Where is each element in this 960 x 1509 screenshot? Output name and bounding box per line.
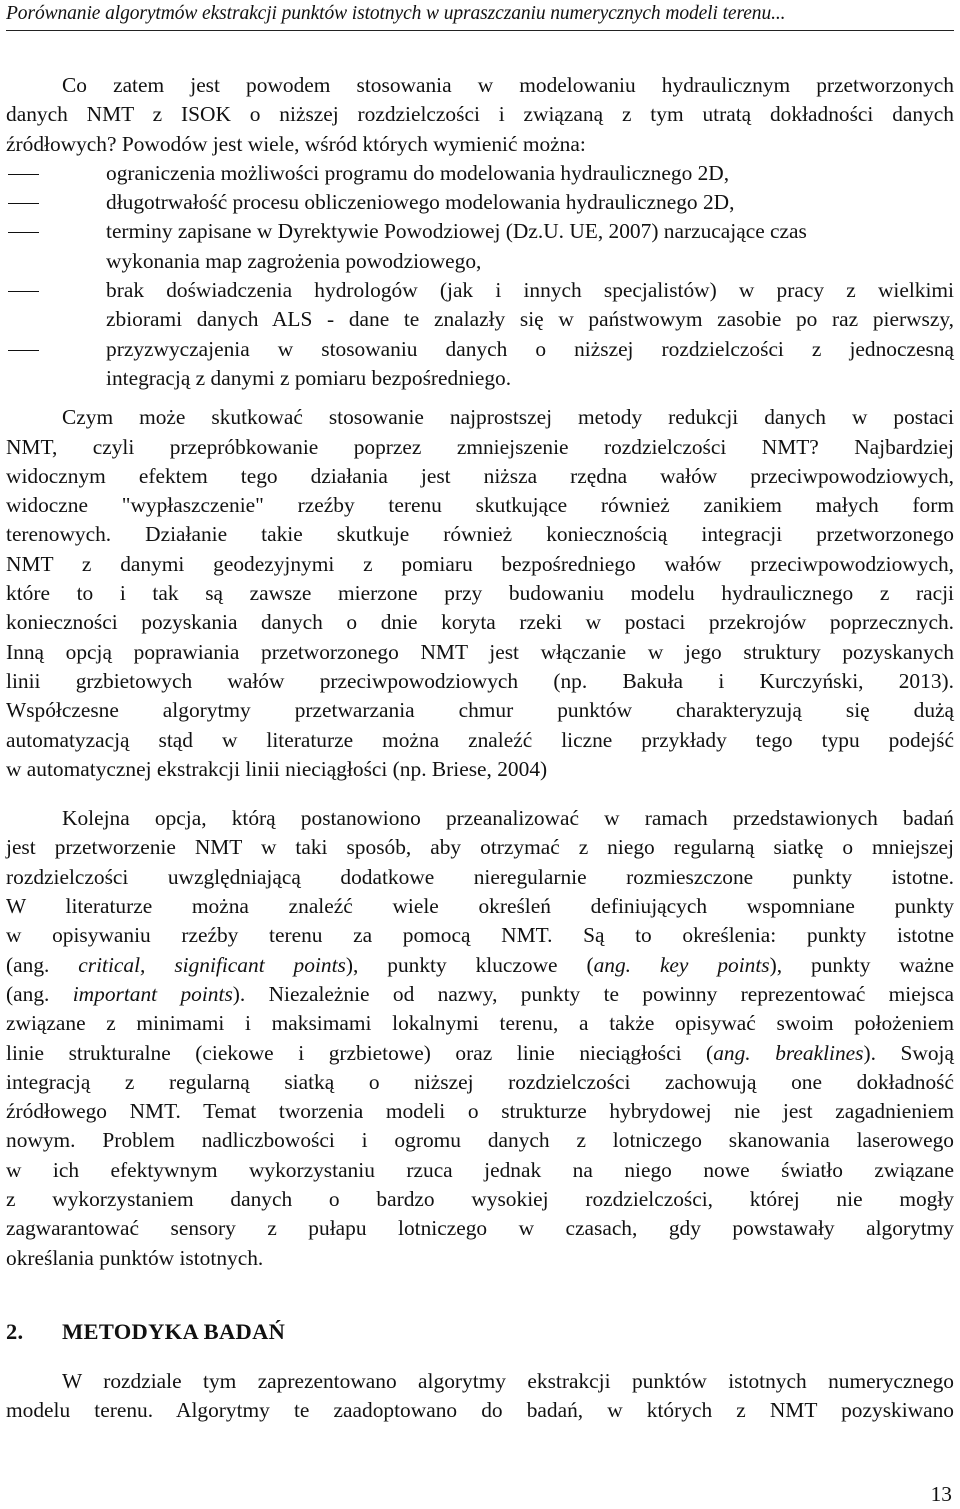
text-line: w ich efektywnym wykorzystaniu rzuca jednak na niego nowe światło związane [6,1157,954,1182]
text-line: terenowych. Działanie takie skutkuje również koniecznością integracji przetworzonego [6,522,954,547]
italic-term: breaklines [775,1040,864,1065]
text-line: modelu terenu. Algorytmy te zaadoptowano do badań, w których z NMT pozyskiwano [6,1398,954,1423]
text-line [6,980,954,1009]
text-run: ang. [13,952,50,977]
list-item [6,159,954,188]
list-item [6,276,954,305]
text-line: jest przetworzenie NMT w taki sposób, aby otrzymać z niego regularną siatkę o mniejszej [6,835,954,860]
text-line: Kolejna opcja, którą postanowiono przeanalizować w ramach przedstawionych badań [62,806,954,831]
text-run: ), punkty kluczowe ( [345,952,594,977]
text-line: NMT z danymi geodezyjnymi z pomiaru bezpośredniego wałów przeciwpowodziowych, [6,551,954,576]
text-line [6,1039,954,1068]
list-item-text: ograniczenia możliwości programu do modelowania hydraulicznego 2D, [106,160,730,185]
text-line: NMT, czyli przepróbkowanie poprzez zmniejszenie rozdzielczości NMT? Najbardziej [6,434,954,459]
text-line: automatyzacją stąd w literaturze można znaleźć liczne przykłady tego typu podejść [6,727,954,752]
list-item-text: terminy zapisane w Dyrektywie Powodziowej (Dz.U. UE, 2007) narzucające czas [106,219,807,244]
list-item-text: przyzwyczajenia w stosowaniu danych o niższej rozdzielczości z jednoczesną [106,336,954,361]
list-item-continuation: integracją z danymi z pomiaru bezpośredniego. [106,365,512,390]
text-line: widocznym efektem tego działania jest niższa rzędna wałów przeciwpowodziowych, [6,463,954,488]
paragraph-4 [6,1367,954,1426]
section-number: 2. [6,1318,24,1344]
text-line: W literaturze można znaleźć wiele określeń definiujących wspomniane punkty [6,894,954,919]
text-run: ), punkty ważne [769,952,954,977]
italic-term: important points [72,981,233,1006]
text-run: ( [6,952,14,977]
paragraph-2 [6,403,954,784]
list-item [6,217,954,246]
page-number: 13 [930,1482,952,1506]
text-line: Inną opcją poprawiania przetworzonego NMT jest włączanie w jego struktury pozyskanych [6,639,954,664]
text-run: ). Niezależnie od nazwy, punkty te powinny reprezentować miejsca [232,981,955,1006]
list-item-text: brak doświadczenia hydrologów (jak i innych specjalistów) w pracy z wielkimi [106,278,954,303]
paragraph-3 [6,804,954,1273]
running-header: Porównanie algorytmów ekstrakcji punktów istotnych w upraszczaniu numerycznych modeli terenu... [6,0,954,31]
text-run: ang. [13,981,50,1006]
text-line [6,951,954,980]
text-line: które to i tak są zawsze mierzone przy budowaniu modelu hydraulicznego z racji [6,581,954,606]
text-line: integracją z regularną siatką o niższej rozdzielczości zachowują one dokładność [6,1069,954,1094]
text-line: W rozdziale tym zaprezentowano algorytmy ekstrakcji punktów istotnych numerycznego [62,1368,954,1393]
text-line: określania punktów istotnych. [6,1245,264,1270]
section-title: METODYKA BADAŃ [62,1318,286,1344]
text-line: widoczne "wypłaszczenie" rzeźby terenu skutkujące również zanikiem małych form [6,493,954,518]
italic-term: key points [659,952,770,977]
text-run: ). Swoją [863,1040,954,1065]
text-run: ( [6,981,14,1006]
text-line: rozdzielczości uwzględniającą dodatkowe nieregularnie rozmieszczone punkty istotne. [6,864,954,889]
list-item-continuation: wykonania map zagrożenia powodziowego, [106,248,482,273]
list-item [6,335,954,364]
text-line: w opisywaniu rzeźby terenu za pomocą NMT. Są to określenia: punkty istotne [6,923,954,948]
text-line: zagwarantować sensory z pułapu lotniczego w czasach, gdy powstawały algorytmy [6,1216,954,1241]
text-line: z wykorzystaniem danych o bardzo wysokiej rozdzielczości, której nie mogły [6,1186,954,1211]
reasons-list [6,159,954,393]
italic-term: critical, significant points [78,952,346,977]
text-line: danych NMT z ISOK o niższej rozdzielczości i związaną z tym utratą dokładności danych [6,102,954,127]
text-line: Współczesne algorytmy przetwarzania chmur punktów charakteryzują się dużą [6,698,954,723]
text-line: w automatycznej ekstrakcji linii nieciągłości (np. Briese, 2004) [6,756,548,781]
italic-term: ang. [593,952,632,977]
section-heading [6,1317,954,1347]
text-line: nowym. Problem nadliczbowości i ogromu danych z lotniczego skanowania laserowego [6,1128,954,1153]
list-item-text: długotrwałość procesu obliczeniowego modelowania hydraulicznego 2D, [106,190,735,215]
text-line: konieczności pozyskania danych o dnie koryta rzeki w postaci przekrojów poprzecznych. [6,610,954,635]
text-line: Czym może skutkować stosowanie najprostszej metody redukcji danych w postaci [62,405,954,430]
text-line: linii grzbietowych wałów przeciwpowodziowych (np. Bakuła i Kurczyński, 2013). [6,668,954,693]
text-run: linie strukturalne (ciekowe i grzbietowe) oraz linie nieciągłości ( [6,1040,714,1065]
intro-paragraph [6,71,954,159]
text-line: związane z minimami i maksimami lokalnymi terenu, a także opisywać swoim położeniem [6,1011,954,1036]
italic-term: ang. [713,1040,751,1065]
text-line: źródłowych? Powodów jest wiele, wśród których wymienić można: [6,131,586,156]
list-item [6,188,954,217]
body-text [6,71,954,1425]
text-line: źródłowego NMT. Temat tworzenia modeli o strukturze hybrydowej nie jest zagadnieniem [6,1099,954,1124]
list-item-continuation: zbiorami danych ALS - dane te znalazły się w państwowym zasobie po raz pierwszy, [106,307,954,332]
text-line: Co zatem jest powodem stosowania w modelowaniu hydraulicznym przetworzonych [62,73,954,97]
